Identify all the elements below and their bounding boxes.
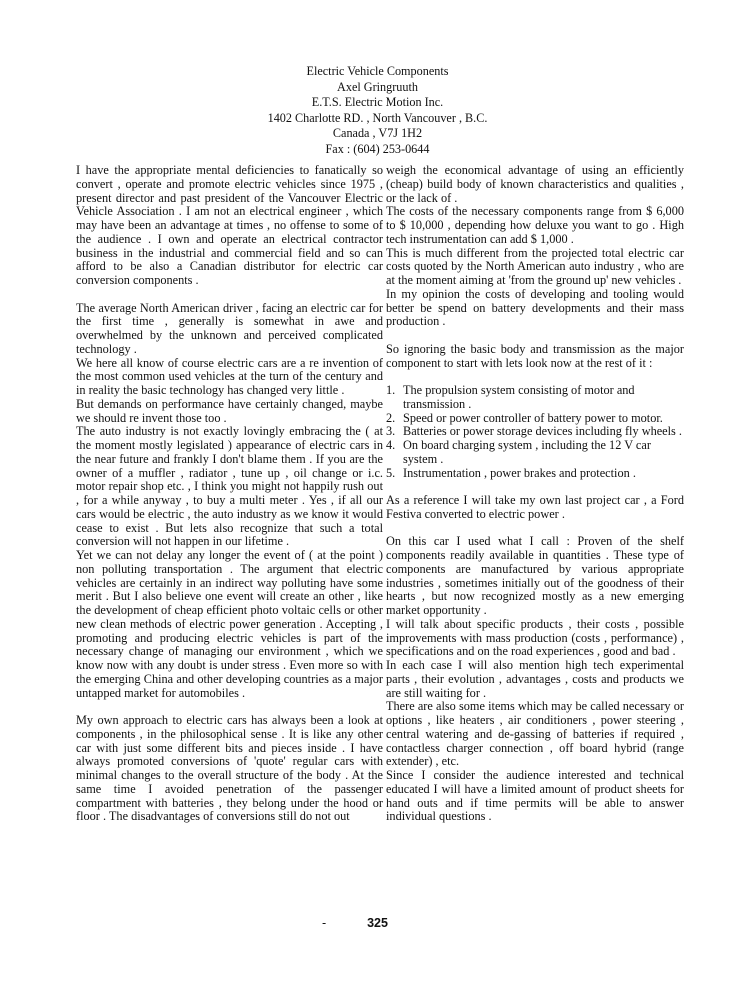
street-address: 1402 Charlotte RD. , North Vancouver , B.C. xyxy=(267,110,488,125)
paragraph: But demands on performance have certainly changed, maybe we should re invent those too . xyxy=(76,396,383,425)
paragraph: There are also some items which may be called necessary or options , like heaters , air conditioners , power steering , central watering and de-gassing of batteries if required , contactless charger connection , off board hybrid (range extender) , etc. xyxy=(386,699,684,769)
paragraph: In each case I will also mention high tech experimental parts , their evolution , advantages , costs and products we are still waiting for . xyxy=(386,658,684,700)
page-number: 325 xyxy=(367,916,388,930)
author-name: Axel Gringruuth xyxy=(337,79,418,94)
paper-title: Electric Vehicle Components xyxy=(306,64,449,78)
paragraph: Yet we can not delay any longer the event of ( at the point ) non polluting transportation . The argument that electric vehicles are certainly in an indirect way polluting have some merit . But I also believe one event will create an other , like the development of cheap efficient photo voltaic cells or other new clean methods of electric power generation . Accepting , promoting and producing electric vehicles is part of the necessary change of managing our environment , which we know now with any doubt is under stress . Even more so with the emerging China and other developing countries as a major untapped market for automobiles . xyxy=(76,548,383,700)
paragraph: We here all know of course electric cars are a re invention of the most common used vehicles at the turn of the century and in reality the basic technology has changed very little . xyxy=(76,355,383,397)
paragraph: So ignoring the basic body and transmission as the major component to start with lets look now at the rest of it : xyxy=(386,341,684,370)
paragraph: This is much different from the projected total electric car costs quoted by the North American auto industry , who are at the moment aiming at 'from the ground up' new vehicles . xyxy=(386,245,684,287)
paragraph: Since I consider the audience interested and technical educated I will have a limited amount of product sheets for hand outs and if time permits will be able to answer individual questions . xyxy=(386,768,684,824)
paper-header xyxy=(0,64,755,158)
paragraph: weigh the economical advantage of using an efficiently (cheap) build body of known characteristics and qualities , or the lack of . xyxy=(386,163,684,205)
list-item: 1. The propulsion system consisting of motor and transmission . xyxy=(386,383,635,411)
country-postal: Canada , V7J 1H2 xyxy=(332,126,423,141)
list-item: 5. Instrumentation , power brakes and protection . xyxy=(386,465,636,480)
component-list xyxy=(386,384,684,480)
paragraph: The average North American driver , facing an electric car for the first time , generally is somewhat in awe and overwhelmed by the unknown and perceived complicated technology . xyxy=(76,300,383,356)
footer-dash: - xyxy=(322,916,327,930)
paragraph: In my opinion the costs of developing and tooling would better be spend on battery developments and their mass production . xyxy=(386,286,684,329)
paragraph: On this car I used what I call : Proven of the shelf components readily available in quantities . These type of components are manufactured by various appropriate industries , sometimes initially out of the goodness of their hearts , but now recognized mostly as a new emerging market opportunity . xyxy=(386,534,684,617)
page-footer xyxy=(0,916,755,930)
list-item: 4. On board charging system , including the 12 V car system . xyxy=(386,438,651,466)
list-item: 2. Speed or power controller of battery power to motor. xyxy=(386,410,663,425)
paragraph: The auto industry is not exactly lovingly embracing the ( at the moment mostly legislated ) appearance of electric cars in the near future and frankly I don't blame them . If you are the owner of a muffler , radiator , tune up , oil change or i.c. motor repair shop etc. , I think you might not happily rush out , for a while anyway , to buy a multi meter . Yes , if all our cars would be electric , the auto industry as we know it would cease to exist . But lets also recognize that such a total conversion will not happen in our lifetime . xyxy=(76,424,383,549)
paragraph: My own approach to electric cars has always been a look at components , in the philosophical sense . It is like any other car with just some different bits and pieces inside . I have always promoted conversions of 'quote' regular cars with minimal changes to the overall structure of the body . At the same time I avoided penetration of the passenger compartment with batteries , they belong under the hood or floor . The disadvantages of conversions still do not out xyxy=(76,713,383,824)
paragraph: The costs of the necessary components range from $ 6,000 to $ 10,000 , depending how deluxe you want to go . High tech instrumentation can add $ 1,000 . xyxy=(386,204,684,246)
left-column xyxy=(76,164,383,824)
paragraph: I have the appropriate mental deficiencies to fanatically so convert , operate and promote electric vehicles since 1975 , present director and past president of the Vancouver Electric Vehicle Association . I am not an electrical engineer , which may have been an advantage at times , no offense to some of the audience . I own and operate an electrical contractor business in the industrial and commercial field and so can afford to be also a Canadian distributor for electric car conversion components . xyxy=(76,163,383,287)
paragraph: As a reference I will take my own last project car , a Ford Festiva converted to electric power . xyxy=(386,493,684,521)
company-name: E.T.S. Electric Motion Inc. xyxy=(311,95,444,110)
list-item: 3. Batteries or power storage devices including fly wheels . xyxy=(386,424,682,439)
paragraph: I will talk about specific products , their costs , possible improvements with mass production (costs , performance) , specifications and on the road experiences , good and bad . xyxy=(386,616,684,659)
right-column xyxy=(386,164,684,824)
fax-number: Fax : (604) 253-0644 xyxy=(325,141,430,156)
